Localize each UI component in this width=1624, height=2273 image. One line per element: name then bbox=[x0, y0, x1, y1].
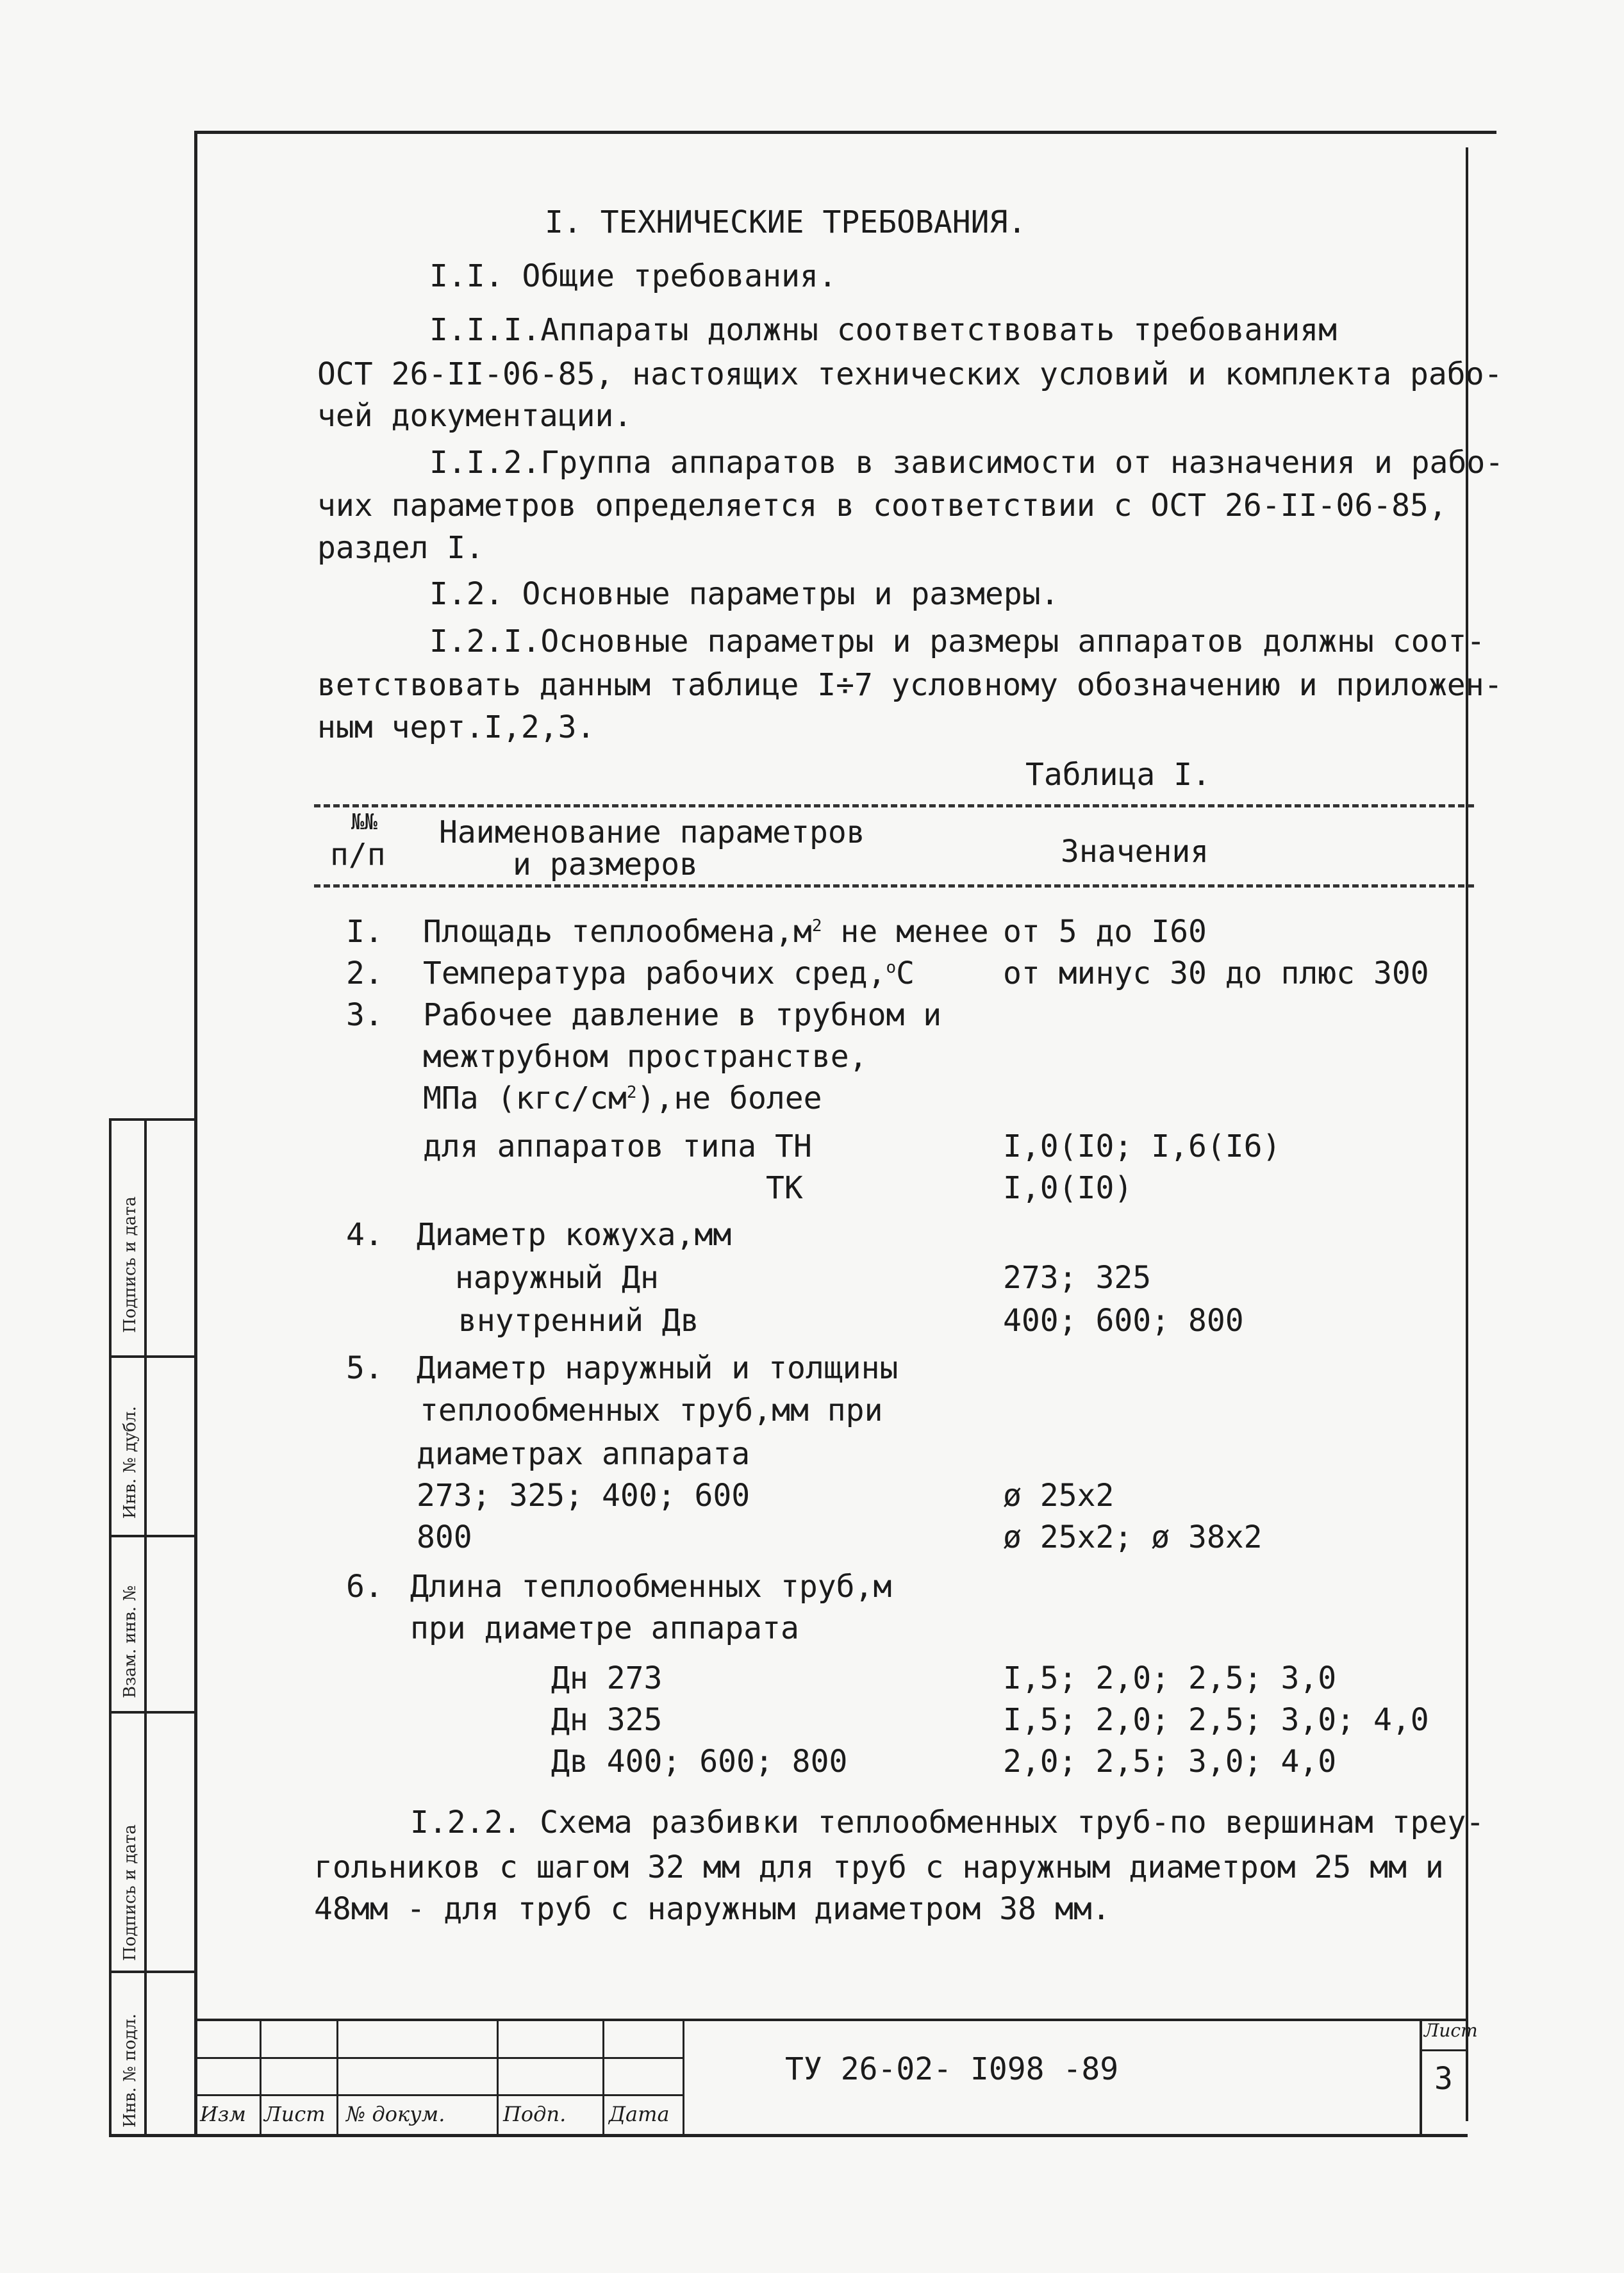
stamp-col-4 bbox=[602, 2019, 604, 2137]
stamp-col-izm: Изм bbox=[200, 2102, 246, 2126]
table-row-num: 3. bbox=[346, 997, 383, 1033]
stamp-col-1 bbox=[260, 2019, 261, 2137]
stamp-row-2 bbox=[195, 2094, 683, 2096]
para-1-1-2-l1: I.I.2.Группа аппаратов в зависимости от назначения и рабо- bbox=[429, 445, 1504, 481]
table-head-name-2: и размеров bbox=[513, 847, 698, 882]
table-row-name-tail: не менее bbox=[822, 914, 989, 950]
sheet-number: 3 bbox=[1434, 2061, 1453, 2097]
margin-label-3: Взам. инв. № bbox=[120, 1585, 140, 1698]
table-row-name-sup: 2 bbox=[811, 916, 822, 936]
table-row-name-text: 273; 325; 400; 600 bbox=[417, 1478, 750, 1514]
para-1-2-1-l2: ветствовать данным таблице I÷7 условному обозначению и приложен- bbox=[317, 667, 1503, 703]
table-row-value: 273; 325 bbox=[1003, 1260, 1152, 1296]
table-head-num-2: п/п bbox=[330, 837, 386, 873]
table-row-name-text: диаметрах аппарата bbox=[417, 1436, 750, 1472]
table-header-rule bbox=[314, 884, 1474, 888]
para-1-1-2-l3: раздел I. bbox=[317, 530, 485, 566]
table-row-name-text: наружный Дн bbox=[455, 1260, 659, 1296]
doc-designation: ТУ 26-02- I098 -89 bbox=[785, 2051, 1119, 2087]
table-row-name bbox=[417, 1435, 750, 1473]
table-row-name bbox=[423, 955, 915, 992]
table-row-name bbox=[551, 1660, 662, 1697]
stamp-col-sign: Подп. bbox=[503, 2102, 567, 2126]
table-row-name bbox=[417, 1519, 472, 1556]
table-row-name bbox=[766, 1170, 803, 1207]
table-row-value: I,0(I0; I,6(I6) bbox=[1003, 1128, 1281, 1164]
table-row-value: ø 25х2; ø 38х2 bbox=[1003, 1519, 1263, 1555]
table-row-name-text: Площадь теплообмена,м bbox=[423, 914, 812, 950]
table-row-num: I. bbox=[346, 914, 383, 950]
stamp-col-list: Лист bbox=[264, 2102, 326, 2126]
para-1-1-1-l3: чей документации. bbox=[317, 398, 633, 434]
para-1-2-1-l3: ным черт.I,2,3. bbox=[317, 709, 595, 745]
para-1-2-2-l1: I.2.2. Схема разбивки теплообменных труб-по вершинам треу- bbox=[410, 1805, 1485, 1840]
table-row-name bbox=[455, 1259, 659, 1296]
table-row-name-tail: ),не более bbox=[636, 1080, 822, 1116]
table-row-num: 4. bbox=[346, 1217, 383, 1253]
stamp-sheet-divider bbox=[1420, 2019, 1422, 2137]
stamp-col-doc: № докум. bbox=[346, 2102, 445, 2126]
table-row-name-text: 800 bbox=[417, 1519, 472, 1555]
table-row-name-text: теплообменных труб,мм при bbox=[420, 1393, 883, 1428]
table-row-name bbox=[423, 913, 989, 950]
table-row-name bbox=[423, 1128, 812, 1165]
table-row-name-tail: С bbox=[896, 955, 915, 991]
table-caption: Таблица I. bbox=[1025, 757, 1211, 793]
margin-label-5: Инв. № подл. bbox=[120, 2013, 140, 2128]
margin-label-4: Подпись и дата bbox=[120, 1824, 140, 1961]
subsection-1-1: I.I. Общие требования. bbox=[429, 258, 837, 294]
frame-top bbox=[195, 131, 1496, 134]
para-1-1-2-l2: чих параметров определяется в соответствии с ОСТ 26-II-06-85, bbox=[317, 488, 1447, 524]
table-row-value: I,0(I0) bbox=[1003, 1170, 1133, 1206]
table-row-value: от минус 30 до плюс 300 bbox=[1003, 955, 1429, 991]
para-1-2-2-l2: гольников с шагом 32 мм для труб с наружным диаметром 25 мм и bbox=[314, 1849, 1444, 1885]
table-top-rule bbox=[314, 804, 1474, 807]
frame-bottom bbox=[109, 2134, 1468, 2137]
table-row-value: 2,0; 2,5; 3,0; 4,0 bbox=[1003, 1744, 1337, 1780]
table-row-name-text: Дн 273 bbox=[551, 1660, 663, 1696]
table-row-name bbox=[423, 1038, 868, 1075]
table-row-name bbox=[410, 1610, 799, 1647]
para-1-1-1-l1: I.I.I.Аппараты должны соответствовать требованиям bbox=[429, 312, 1338, 348]
table-row-name bbox=[417, 1477, 750, 1514]
stamp-col-date: Дата bbox=[609, 2102, 670, 2126]
stamp-col-5 bbox=[683, 2019, 684, 2137]
section-title: I. ТЕХНИЧЕСКИЕ ТРЕБОВАНИЯ. bbox=[545, 204, 1027, 240]
margin-sep-2 bbox=[109, 1355, 195, 1358]
table-row-num: 5. bbox=[346, 1350, 383, 1386]
stamp-row-1 bbox=[195, 2057, 683, 2059]
table-row-name-text: МПа (кгс/см bbox=[423, 1080, 627, 1116]
margin-label-2: Инв. № дубл. bbox=[120, 1406, 140, 1519]
table-row-name-text: Температура рабочих сред, bbox=[423, 955, 886, 991]
table-row-name bbox=[423, 996, 941, 1034]
table-row-name-text: ТК bbox=[766, 1170, 803, 1206]
table-row-name bbox=[410, 1568, 891, 1605]
margin-strip-left bbox=[109, 1118, 112, 2137]
table-row-value: 400; 600; 800 bbox=[1003, 1303, 1244, 1339]
table-row-num: 2. bbox=[346, 955, 383, 991]
table-row-name bbox=[417, 1216, 731, 1253]
margin-sep-3 bbox=[109, 1535, 195, 1537]
table-head-num-1: №№ bbox=[351, 809, 377, 835]
table-row-name-text: Дв 400; 600; 800 bbox=[551, 1744, 848, 1780]
margin-sep-1 bbox=[109, 1118, 195, 1121]
sheet-label: Лист bbox=[1424, 2020, 1478, 2041]
stamp-col-3 bbox=[497, 2019, 499, 2137]
table-row-value: I,5; 2,0; 2,5; 3,0 bbox=[1003, 1660, 1337, 1696]
table-head-value: Значения bbox=[1061, 834, 1209, 870]
margin-sep-4 bbox=[109, 1711, 195, 1714]
table-row-name-text: Рабочее давление в трубном и bbox=[423, 997, 942, 1033]
table-row-value: от 5 до I60 bbox=[1003, 914, 1207, 950]
table-row-name bbox=[423, 1080, 822, 1117]
table-row-value: ø 25х2 bbox=[1003, 1478, 1114, 1514]
para-1-1-1-l2: ОСТ 26-II-06-85, настоящих технических условий и комплекта рабо- bbox=[317, 356, 1503, 392]
table-row-name-sup: 2 bbox=[626, 1083, 637, 1102]
margin-label-1: Подпись и дата bbox=[120, 1196, 140, 1333]
table-row-name-text: межтрубном пространстве, bbox=[423, 1039, 868, 1075]
table-row-name bbox=[551, 1701, 662, 1739]
para-1-2-2-l3: 48мм - для труб с наружным диаметром 38 мм. bbox=[314, 1891, 1111, 1927]
table-row-name-text: для аппаратов типа ТН bbox=[423, 1128, 812, 1164]
table-row-value: I,5; 2,0; 2,5; 3,0; 4,0 bbox=[1003, 1702, 1429, 1738]
margin-strip-mid bbox=[144, 1118, 147, 2137]
table-row-num: 6. bbox=[346, 1569, 383, 1605]
table-row-name-text: Диаметр наружный и толщины bbox=[417, 1350, 899, 1386]
table-row-name bbox=[417, 1350, 898, 1387]
table-row-name-sup: о bbox=[886, 958, 897, 977]
table-row-name-text: при диаметре аппарата bbox=[410, 1610, 799, 1646]
subsection-1-2: I.2. Основные параметры и размеры. bbox=[429, 576, 1059, 612]
para-1-2-1-l1: I.2.I.Основные параметры и размеры аппаратов должны соот- bbox=[429, 624, 1486, 659]
table-row-name-text: Диаметр кожуха,мм bbox=[417, 1217, 732, 1253]
table-row-name-text: Дн 325 bbox=[551, 1702, 663, 1738]
table-row-name bbox=[551, 1743, 847, 1780]
stamp-sheet-rule bbox=[1420, 2049, 1468, 2051]
table-row-name bbox=[420, 1392, 882, 1429]
table-row-name-text: Длина теплообменных труб,м bbox=[410, 1569, 892, 1605]
frame-left bbox=[194, 131, 197, 2137]
margin-sep-5 bbox=[109, 1971, 195, 1973]
table-row-name bbox=[458, 1302, 699, 1339]
table-row-name-text: внутренний Дв bbox=[458, 1303, 699, 1339]
stamp-top bbox=[195, 2019, 1468, 2021]
table-head-name-1: Наименование параметров bbox=[439, 814, 865, 850]
stamp-col-2 bbox=[336, 2019, 338, 2137]
